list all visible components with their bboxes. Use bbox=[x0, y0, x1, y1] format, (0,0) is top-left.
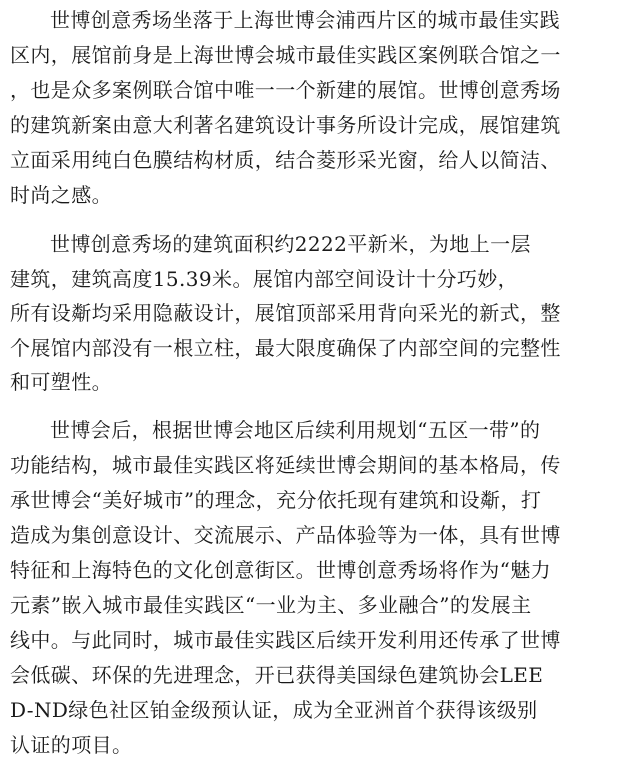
paragraph-1-line-4: 的建筑新案由意大利著名建筑设计事务所设计完成，展馆建筑 bbox=[10, 113, 561, 137]
paragraph-3-line-2: 功能结构，城市最佳实践区将延续世博会期间的基本格局，传 bbox=[10, 453, 561, 477]
paragraph-1-line-1: 世博创意秀场坐落于上海世博会浦西片区的城市最佳实践 bbox=[50, 8, 560, 32]
paragraph-2-line-2: 建筑，建筑高度15.39米。展馆内部空间设计十分巧妙， bbox=[10, 267, 519, 291]
paragraph-1-line-6: 时尚之感。 bbox=[10, 183, 112, 207]
paragraph-3-line-3: 承世博会“美好城市”的理念，充分依托现有建筑和设斴，打 bbox=[10, 488, 542, 512]
paragraph-3-line-8: 会低碳、环保的先进理念，开已获得美国绿色建筑协会LEE bbox=[10, 663, 544, 687]
paragraph-2-line-1: 世博创意秀场的建筑面积约2222平新米，为地上一层 bbox=[50, 232, 531, 256]
paragraph-2-line-3: 所有设斴均采用隐蔽设计，展馆顶部采用背向采光的新式，整 bbox=[10, 301, 561, 325]
paragraph-2-line-5: 和可塑性。 bbox=[10, 370, 112, 394]
paragraph-1-line-3: ，也是众多案例联合馆中唯一一个新建的展馆。世博创意秀场 bbox=[10, 78, 561, 102]
paragraph-3-line-4: 造成为集创意设计、交流展示、产品体验等为一体，具有世博 bbox=[10, 523, 561, 547]
paragraph-1-line-2: 区内，展馆前身是上海世博会城市最佳实践区案例联合馆之一 bbox=[10, 43, 561, 67]
paragraph-3-line-9: D-ND绿色社区铂金级预认证，成为全亚洲首个获得该级别 bbox=[10, 698, 538, 722]
paragraph-2-line-4: 个展馆内部没有一根立柱，最大限度确保了内部空间的完整性 bbox=[10, 336, 561, 360]
paragraph-3-line-1: 世博会后，根据世博会地区后续利用规划“五区一带”的 bbox=[50, 418, 541, 442]
paragraph-1-line-5: 立面采用纯白色膜结构材质，结合菱形采光窗，给人以简洁、 bbox=[10, 148, 561, 172]
paragraph-3-line-10: 认证的项目。 bbox=[10, 733, 133, 757]
paragraph-3-line-6: 元素”嵌入城市最佳实践区“一业为主、多业融合”的发展主 bbox=[10, 593, 532, 617]
paragraph-3-line-7: 线中。与此同时，城市最佳实践区后续开发利用还传承了世博 bbox=[10, 628, 561, 652]
paragraph-3-line-5: 特征和上海特色的文化创意街区。世博创意秀场将作为“魅力 bbox=[10, 558, 552, 582]
